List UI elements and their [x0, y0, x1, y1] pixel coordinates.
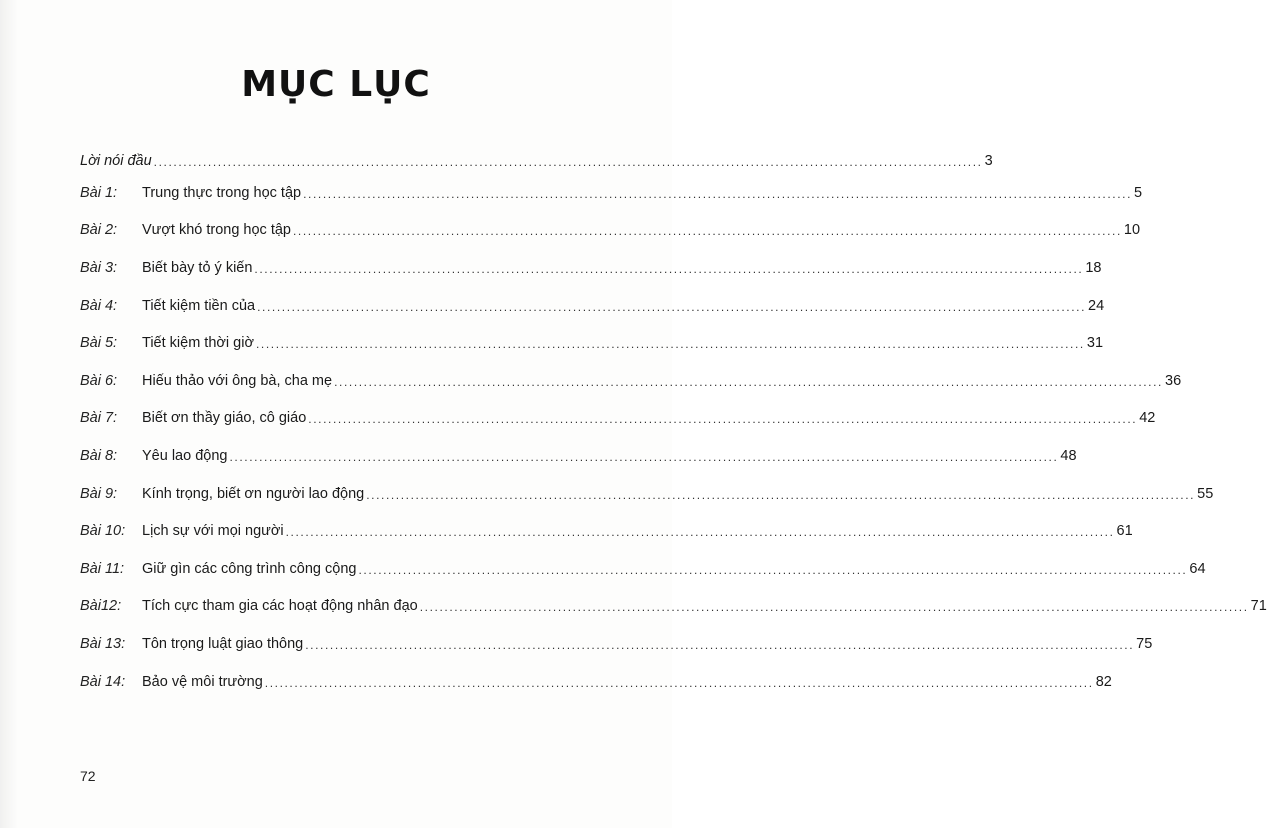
toc-row — [80, 663, 1112, 701]
lesson-title: Biết bày tỏ ý kiến — [142, 259, 253, 276]
lesson-number: Bài 10: — [80, 523, 126, 540]
toc-row — [80, 475, 1214, 513]
lesson-number: Bài 3: — [80, 259, 118, 276]
lesson-page-number: 18 — [1085, 259, 1102, 276]
lesson-page-number: 61 — [1116, 523, 1133, 540]
toc-row — [80, 550, 1206, 588]
lesson-title: Tiết kiệm thời giờ — [142, 335, 254, 352]
lesson-page-number: 5 — [1134, 184, 1143, 201]
lesson-title: Hiếu thảo với ông bà, cha mẹ — [142, 372, 333, 389]
lesson-page-number: 71 — [1250, 598, 1267, 615]
lesson-number: Bài 6: — [80, 372, 118, 389]
dot-leader: ........................................................................................................................................................................ — [257, 299, 1087, 314]
lesson-page-number: 42 — [1139, 410, 1156, 427]
toc-row — [80, 512, 1133, 550]
lesson-title: Giữ gìn các công trình công cộng — [142, 560, 357, 577]
lesson-title: Vượt khó trong học tập — [142, 222, 291, 239]
lesson-title: Trung thực trong học tập — [142, 184, 302, 201]
lesson-title: Lịch sự với mọi người — [142, 523, 284, 540]
lesson-number: Bài12: — [80, 598, 122, 615]
lesson-number: Bài 5: — [80, 335, 118, 352]
dot-leader: ........................................................................................................................................................................ — [308, 412, 1138, 427]
lesson-title: Kính trọng, biết ơn người lao động — [142, 485, 365, 502]
lesson-title: Tiết kiệm tiền của — [142, 297, 256, 314]
toc-row-preface — [80, 148, 993, 174]
lesson-title: Biết ơn thầy giáo, cô giáo — [142, 410, 307, 427]
dot-leader: ........................................................................................................................................................................ — [293, 224, 1122, 239]
dot-leader: ........................................................................................................................................................................ — [229, 449, 1059, 464]
lesson-page-number: 24 — [1088, 297, 1105, 314]
dot-leader: ........................................................................................................................................................................ — [264, 675, 1094, 690]
dot-leader: ........................................................................................................................................................................ — [419, 600, 1249, 615]
lesson-number: Bài 4: — [80, 297, 118, 314]
dot-leader: ........................................................................................................................................................................ — [305, 637, 1135, 652]
lesson-number: Bài 8: — [80, 447, 118, 464]
lesson-page-number: 82 — [1095, 673, 1112, 690]
lesson-number: Bài 13: — [80, 635, 126, 652]
lesson-number: Bài 11: — [80, 560, 125, 577]
lesson-number: Bài 1: — [80, 184, 118, 201]
page-title: MỤC LỤC — [241, 64, 431, 105]
page-edge-shadow — [0, 0, 18, 828]
toc-row — [80, 287, 1105, 325]
lesson-title: Tích cực tham gia các hoạt động nhân đạo — [142, 598, 418, 615]
dot-leader: ........................................................................................................................................................................ — [254, 261, 1084, 276]
lesson-page-number: 55 — [1197, 485, 1214, 502]
lesson-title: Tôn trọng luật giao thông — [142, 635, 304, 652]
preface-page-number: 3 — [984, 153, 993, 169]
lesson-page-number: 36 — [1165, 372, 1182, 389]
dot-leader: ........................................................................................................................................................................ — [285, 525, 1115, 540]
toc-row — [80, 249, 1102, 287]
dot-leader: ........................................................................................................................................................................ — [334, 374, 1163, 389]
lesson-number: Bài 14: — [80, 673, 126, 690]
lesson-page-number: 48 — [1060, 447, 1077, 464]
table-of-contents — [80, 148, 1267, 700]
toc-row — [80, 324, 1104, 362]
lesson-page-number: 75 — [1136, 635, 1153, 652]
dot-leader: ........................................................................................................................................................................ — [366, 487, 1196, 502]
footer-page-number: 72 — [80, 768, 96, 784]
toc-row — [80, 362, 1182, 400]
lesson-page-number: 31 — [1086, 335, 1104, 352]
lesson-page-number: 10 — [1123, 222, 1141, 239]
lesson-number: Bài 7: — [80, 410, 118, 427]
dot-leader: ........................................................................................................................................................................ — [358, 562, 1188, 577]
dot-leader: ........................................................................................................................................................................ — [153, 155, 983, 169]
lesson-title: Yêu lao động — [142, 447, 228, 464]
toc-row — [80, 625, 1153, 663]
toc-row — [80, 400, 1156, 438]
dot-leader: ........................................................................................................................................................................ — [303, 186, 1133, 201]
lesson-title: Bảo vệ môi trường — [142, 673, 263, 690]
toc-row — [80, 588, 1267, 626]
lesson-page-number: 64 — [1189, 560, 1206, 577]
toc-row — [80, 212, 1141, 250]
dot-leader: ........................................................................................................................................................................ — [255, 337, 1085, 352]
lesson-number: Bài 9: — [80, 485, 118, 502]
lesson-number: Bài 2: — [80, 222, 118, 239]
preface-label: Lời nói đầu — [80, 153, 152, 169]
toc-row — [80, 437, 1077, 475]
toc-row — [80, 174, 1143, 212]
